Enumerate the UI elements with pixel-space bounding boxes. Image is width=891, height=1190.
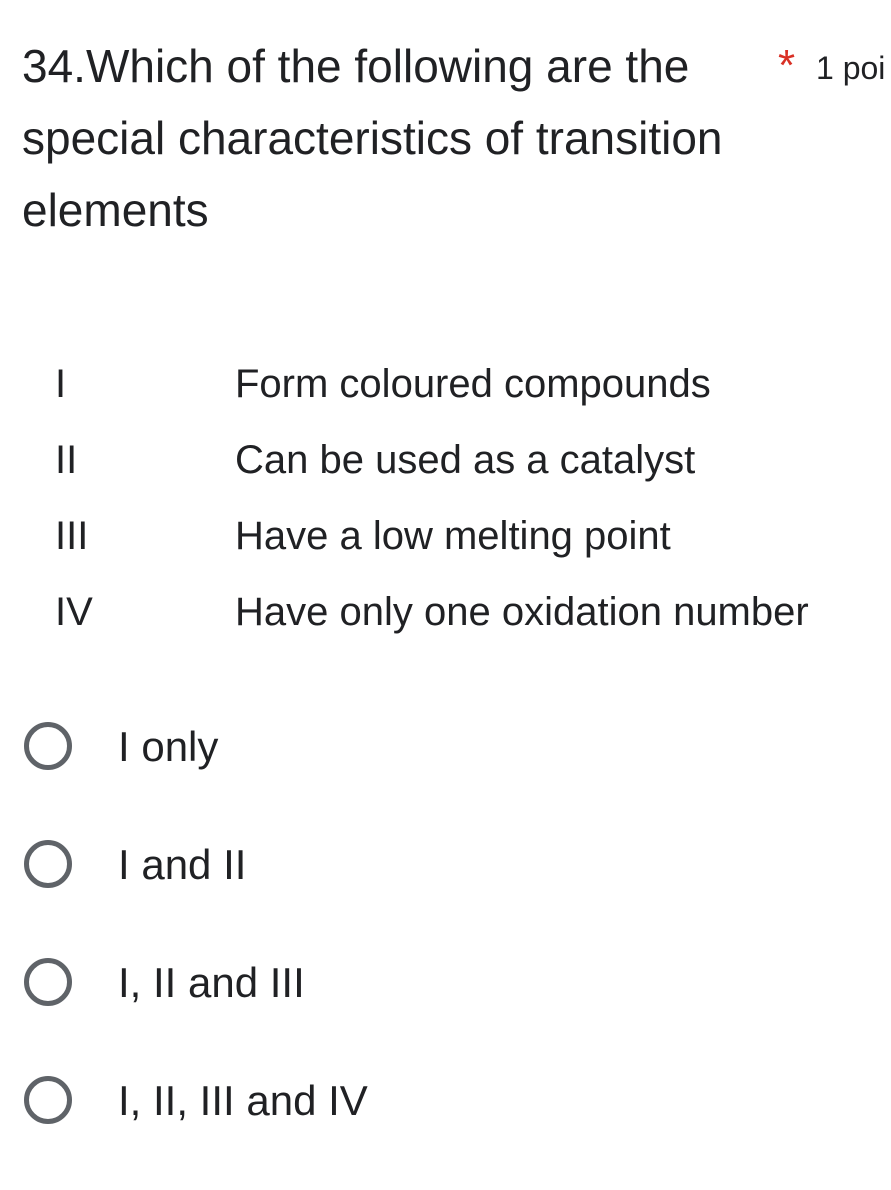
points-label: 1 poi <box>816 50 886 86</box>
radio-button[interactable] <box>24 1076 72 1124</box>
statement-row <box>55 508 885 584</box>
statement-row <box>55 584 885 660</box>
radio-button[interactable] <box>24 722 72 770</box>
radio-button[interactable] <box>24 840 72 888</box>
statement-numeral: IV <box>55 590 93 634</box>
answer-options <box>22 718 882 1190</box>
option-i-ii-and-iii[interactable] <box>22 954 882 1072</box>
option-i-ii-iii-and-iv[interactable] <box>22 1072 882 1190</box>
option-i-and-ii[interactable] <box>22 836 882 954</box>
question-title: 34.Which of the following are the special characteristics of transition elements <box>22 40 723 236</box>
statement-row <box>55 432 885 508</box>
statement-list <box>55 356 885 660</box>
statement-numeral: II <box>55 438 78 482</box>
statement-numeral: I <box>55 362 67 406</box>
option-label: I only <box>118 723 219 770</box>
statement-text: Have a low melting point <box>235 514 671 558</box>
option-i-only[interactable] <box>22 718 882 836</box>
radio-button[interactable] <box>24 958 72 1006</box>
statement-text: Form coloured compounds <box>235 362 711 406</box>
option-label: I, II, III and IV <box>118 1077 368 1124</box>
statement-text: Can be used as a catalyst <box>235 438 696 482</box>
required-marker: * <box>778 41 796 90</box>
statement-text: Have only one oxidation number <box>235 590 809 634</box>
option-label: I and II <box>118 841 247 888</box>
option-label: I, II and III <box>118 959 305 1006</box>
statement-row <box>55 356 885 432</box>
statement-numeral: III <box>55 514 89 558</box>
